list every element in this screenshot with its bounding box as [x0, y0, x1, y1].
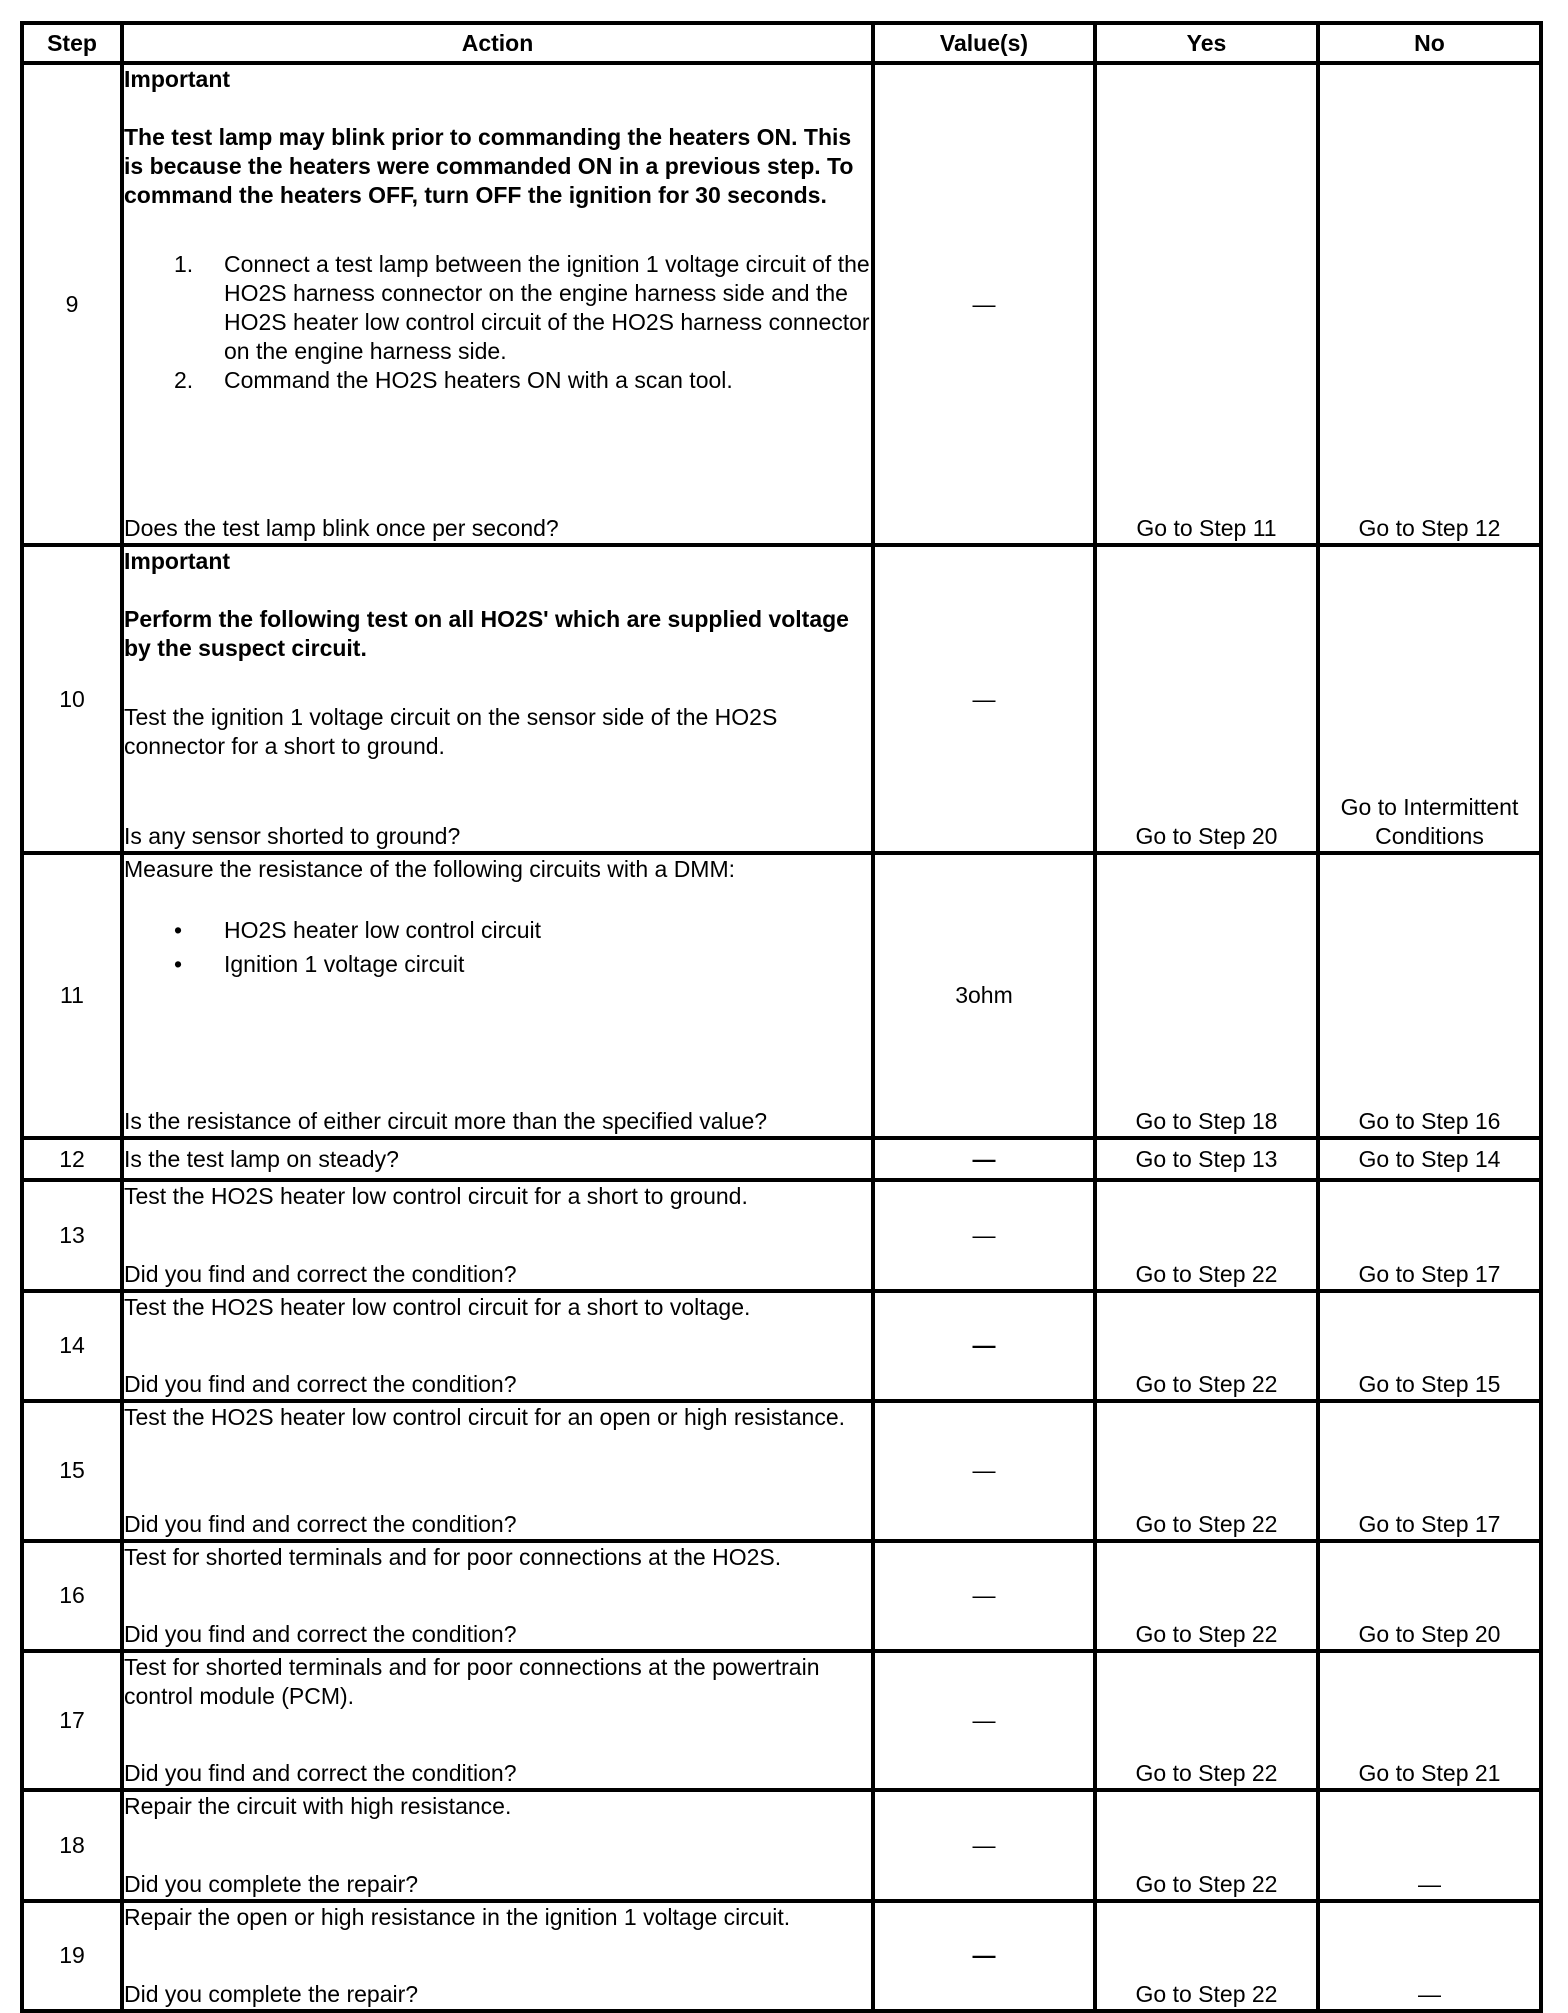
step-number: 12: [22, 1138, 122, 1180]
step-instruction: Test for shorted terminals and for poor connections at the powertrain control module (PCM).: [124, 1653, 820, 1709]
no-value: —: [1318, 1901, 1541, 2011]
yes-link[interactable]: Go to Step 22: [1095, 1401, 1318, 1540]
action-cell: [122, 1651, 873, 1790]
header-yes: Yes: [1095, 23, 1318, 63]
step-question: Did you complete the repair?: [124, 1981, 419, 2007]
action-cell: [122, 1401, 873, 1540]
bullet-icon: •: [174, 917, 183, 944]
step-number: 14: [22, 1291, 122, 1401]
table-header-row: [22, 23, 1541, 63]
no-link[interactable]: Go to Step 15: [1318, 1291, 1541, 1401]
table-row-step-14: [22, 1291, 1541, 1401]
yes-link[interactable]: Go to Step 22: [1095, 1790, 1318, 1900]
value-cell: —: [873, 1138, 1095, 1180]
procedure-list: [124, 250, 871, 395]
no-link[interactable]: Go to Step 17: [1318, 1401, 1541, 1540]
action-cell: [122, 1138, 873, 1180]
value-cell: —: [873, 1180, 1095, 1290]
step-number: 19: [22, 1901, 122, 2011]
header-step: Step: [22, 23, 122, 63]
no-link[interactable]: Go to Step 20: [1318, 1541, 1541, 1651]
no-value: —: [1318, 1790, 1541, 1900]
table-row-step-13: [22, 1180, 1541, 1290]
value-cell: —: [873, 63, 1095, 545]
step-instruction: Measure the resistance of the following circuits with a DMM:: [124, 856, 736, 883]
list-item: [124, 366, 871, 395]
step-instruction: Test the HO2S heater low control circuit for a short to ground.: [124, 1183, 748, 1210]
list-item: [124, 947, 871, 981]
bullet-icon: •: [174, 951, 183, 978]
action-cell: [122, 1180, 873, 1290]
value-cell: —: [873, 1401, 1095, 1540]
list-item-number: 2.: [174, 367, 194, 393]
yes-link[interactable]: Go to Step 22: [1095, 1291, 1318, 1401]
no-link[interactable]: Go to Step 16: [1318, 853, 1541, 1138]
table-row-step-17: [22, 1651, 1541, 1790]
value-cell: —: [873, 545, 1095, 853]
step-number: 13: [22, 1180, 122, 1290]
step-question: Is any sensor shorted to ground?: [124, 823, 461, 850]
step-instruction: Repair the open or high resistance in the ignition 1 voltage circuit.: [124, 1903, 791, 1930]
important-label: Important: [124, 548, 231, 575]
table-row-step-10: [22, 545, 1541, 853]
header-no: No: [1318, 23, 1541, 63]
yes-link[interactable]: Go to Step 13: [1095, 1138, 1318, 1180]
value-cell: —: [873, 1291, 1095, 1401]
step-number: 9: [22, 63, 122, 545]
value-cell: 3ohm: [873, 853, 1095, 1138]
step-question: Is the resistance of either circuit more than the specified value?: [124, 1108, 768, 1135]
diagnostic-steps-table: [20, 21, 1543, 2013]
step-instruction: Test for shorted terminals and for poor connections at the HO2S.: [124, 1543, 782, 1570]
list-item-text: Ignition 1 voltage circuit: [224, 951, 465, 978]
action-cell: [122, 545, 873, 853]
step-question: Did you find and correct the condition?: [124, 1620, 517, 1647]
action-cell: [122, 1541, 873, 1651]
important-note: The test lamp may blink prior to commanding the heaters ON. This is because the heaters were commanded ON in a previous step. To command the heaters OFF, turn OFF the ignition for 30 seconds.: [124, 124, 854, 208]
header-action: Action: [122, 23, 873, 63]
action-cell: [122, 1790, 873, 1900]
no-link[interactable]: Go to Step 14: [1318, 1138, 1541, 1180]
step-question: Did you find and correct the condition?: [124, 1260, 517, 1287]
table-row-step-11: [22, 853, 1541, 1138]
step-number: 11: [22, 853, 122, 1138]
step-instruction: Test the ignition 1 voltage circuit on the sensor side of the HO2S connector for a short to ground.: [124, 704, 778, 760]
value-cell: —: [873, 1651, 1095, 1790]
yes-link[interactable]: Go to Step 20: [1095, 545, 1318, 853]
table-row-step-16: [22, 1541, 1541, 1651]
step-question: Did you find and correct the condition?: [124, 1510, 517, 1537]
table-row-step-19: [22, 1901, 1541, 2011]
value-cell: —: [873, 1901, 1095, 2011]
no-link[interactable]: Go to Step 17: [1318, 1180, 1541, 1290]
no-link[interactable]: Go to Step 21: [1318, 1651, 1541, 1790]
important-label: Important: [124, 66, 231, 92]
step-number: 16: [22, 1541, 122, 1651]
step-instruction: Repair the circuit with high resistance.: [124, 1793, 512, 1820]
action-cell: [122, 63, 873, 545]
yes-link[interactable]: Go to Step 22: [1095, 1901, 1318, 2011]
step-question: Does the test lamp blink once per second?: [124, 515, 559, 542]
yes-link[interactable]: Go to Step 22: [1095, 1541, 1318, 1651]
table-row-step-9: [22, 63, 1541, 545]
step-number: 18: [22, 1790, 122, 1900]
table-row-step-18: [22, 1790, 1541, 1900]
list-item: [124, 250, 871, 366]
no-link[interactable]: Go to Intermittent Conditions: [1318, 545, 1541, 853]
list-item-text: Command the HO2S heaters ON with a scan tool.: [224, 367, 733, 393]
yes-link[interactable]: Go to Step 11: [1095, 63, 1318, 545]
important-note: Perform the following test on all HO2S' which are supplied voltage by the suspect circuit.: [124, 606, 849, 662]
yes-link[interactable]: Go to Step 22: [1095, 1651, 1318, 1790]
step-question: Did you find and correct the condition?: [124, 1371, 517, 1398]
list-item-text: Connect a test lamp between the ignition 1 voltage circuit of the HO2S harness connector on the engine harness side and the HO2S heater low control circuit of the HO2S harness connector on the engine harness side.: [224, 251, 870, 364]
yes-link[interactable]: Go to Step 18: [1095, 853, 1318, 1138]
step-question: Did you find and correct the condition?: [124, 1760, 517, 1787]
table-row-step-15: [22, 1401, 1541, 1540]
value-cell: —: [873, 1541, 1095, 1651]
action-cell: [122, 1291, 873, 1401]
header-values: Value(s): [873, 23, 1095, 63]
list-item-text: HO2S heater low control circuit: [224, 917, 542, 944]
step-number: 15: [22, 1401, 122, 1540]
step-number: 10: [22, 545, 122, 853]
list-item: [124, 913, 871, 947]
step-question: Did you complete the repair?: [124, 1870, 419, 1897]
action-cell: [122, 853, 873, 1138]
step-instruction: Test the HO2S heater low control circuit for an open or high resistance.: [124, 1404, 846, 1431]
no-link[interactable]: Go to Step 12: [1318, 63, 1541, 545]
step-number: 17: [22, 1651, 122, 1790]
circuit-list: [124, 913, 871, 981]
step-question: Is the test lamp on steady?: [124, 1145, 399, 1172]
list-item-number: 1.: [174, 251, 194, 277]
value-cell: —: [873, 1790, 1095, 1900]
step-instruction: Test the HO2S heater low control circuit for a short to voltage.: [124, 1293, 751, 1320]
action-cell: [122, 1901, 873, 2011]
table-row-step-12: [22, 1138, 1541, 1180]
yes-link[interactable]: Go to Step 22: [1095, 1180, 1318, 1290]
